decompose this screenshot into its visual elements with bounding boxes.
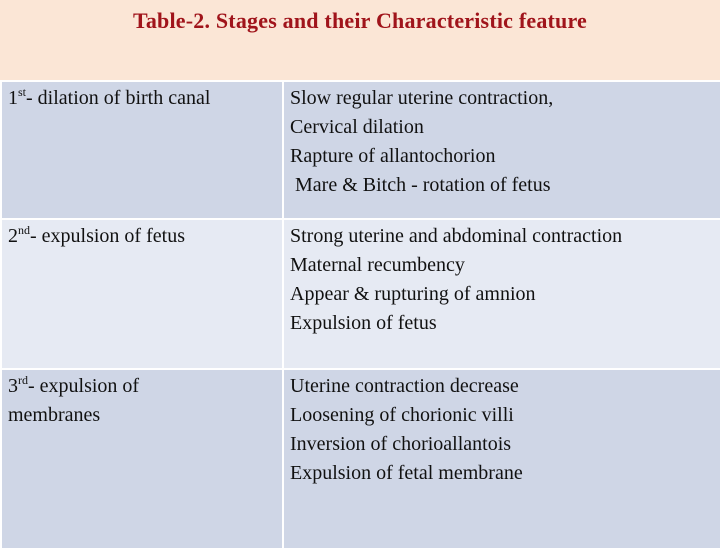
feature-line: Slow regular uterine contraction, — [290, 87, 554, 109]
feature-line: Uterine contraction decrease — [290, 375, 519, 397]
stage-label: - expulsion of — [28, 375, 140, 397]
table-row — [1, 369, 720, 549]
stage-cell — [1, 81, 283, 219]
stage-ordinal-suffix: rd — [18, 373, 28, 387]
stages-table — [0, 80, 720, 550]
stage-number: 1 — [8, 87, 18, 109]
features-cell — [283, 219, 720, 369]
feature-line: Loosening of chorionic villi — [290, 404, 514, 426]
stage-label: - dilation of birth canal — [26, 87, 211, 109]
features-cell — [283, 81, 720, 219]
features-cell — [283, 369, 720, 549]
feature-line: Cervical dilation — [290, 116, 424, 138]
stage-ordinal-suffix: st — [18, 85, 27, 99]
title-bar — [0, 0, 720, 80]
feature-line: Expulsion of fetus — [290, 312, 437, 334]
feature-line: Rapture of allantochorion — [290, 145, 496, 167]
feature-line: Inversion of chorioallantois — [290, 433, 512, 455]
table-title: Table-2. Stages and their Characteristic feature — [132, 8, 588, 33]
stage-ordinal-suffix: nd — [18, 223, 30, 237]
stage-cell — [1, 369, 283, 549]
feature-line: Expulsion of fetal membrane — [290, 462, 523, 484]
stage-cell — [1, 219, 283, 369]
table-row — [1, 219, 720, 369]
table-row — [1, 81, 720, 219]
stage-label: - expulsion of fetus — [30, 225, 185, 247]
feature-line: Maternal recumbency — [290, 254, 465, 276]
stage-number: 2 — [8, 225, 18, 247]
feature-line: Strong uterine and abdominal contraction — [290, 225, 623, 247]
stage-label-continued: membranes — [8, 404, 101, 426]
feature-line: Appear & rupturing of amnion — [290, 283, 536, 305]
stage-number: 3 — [8, 375, 18, 397]
feature-line: Mare & Bitch - rotation of fetus — [290, 174, 551, 196]
